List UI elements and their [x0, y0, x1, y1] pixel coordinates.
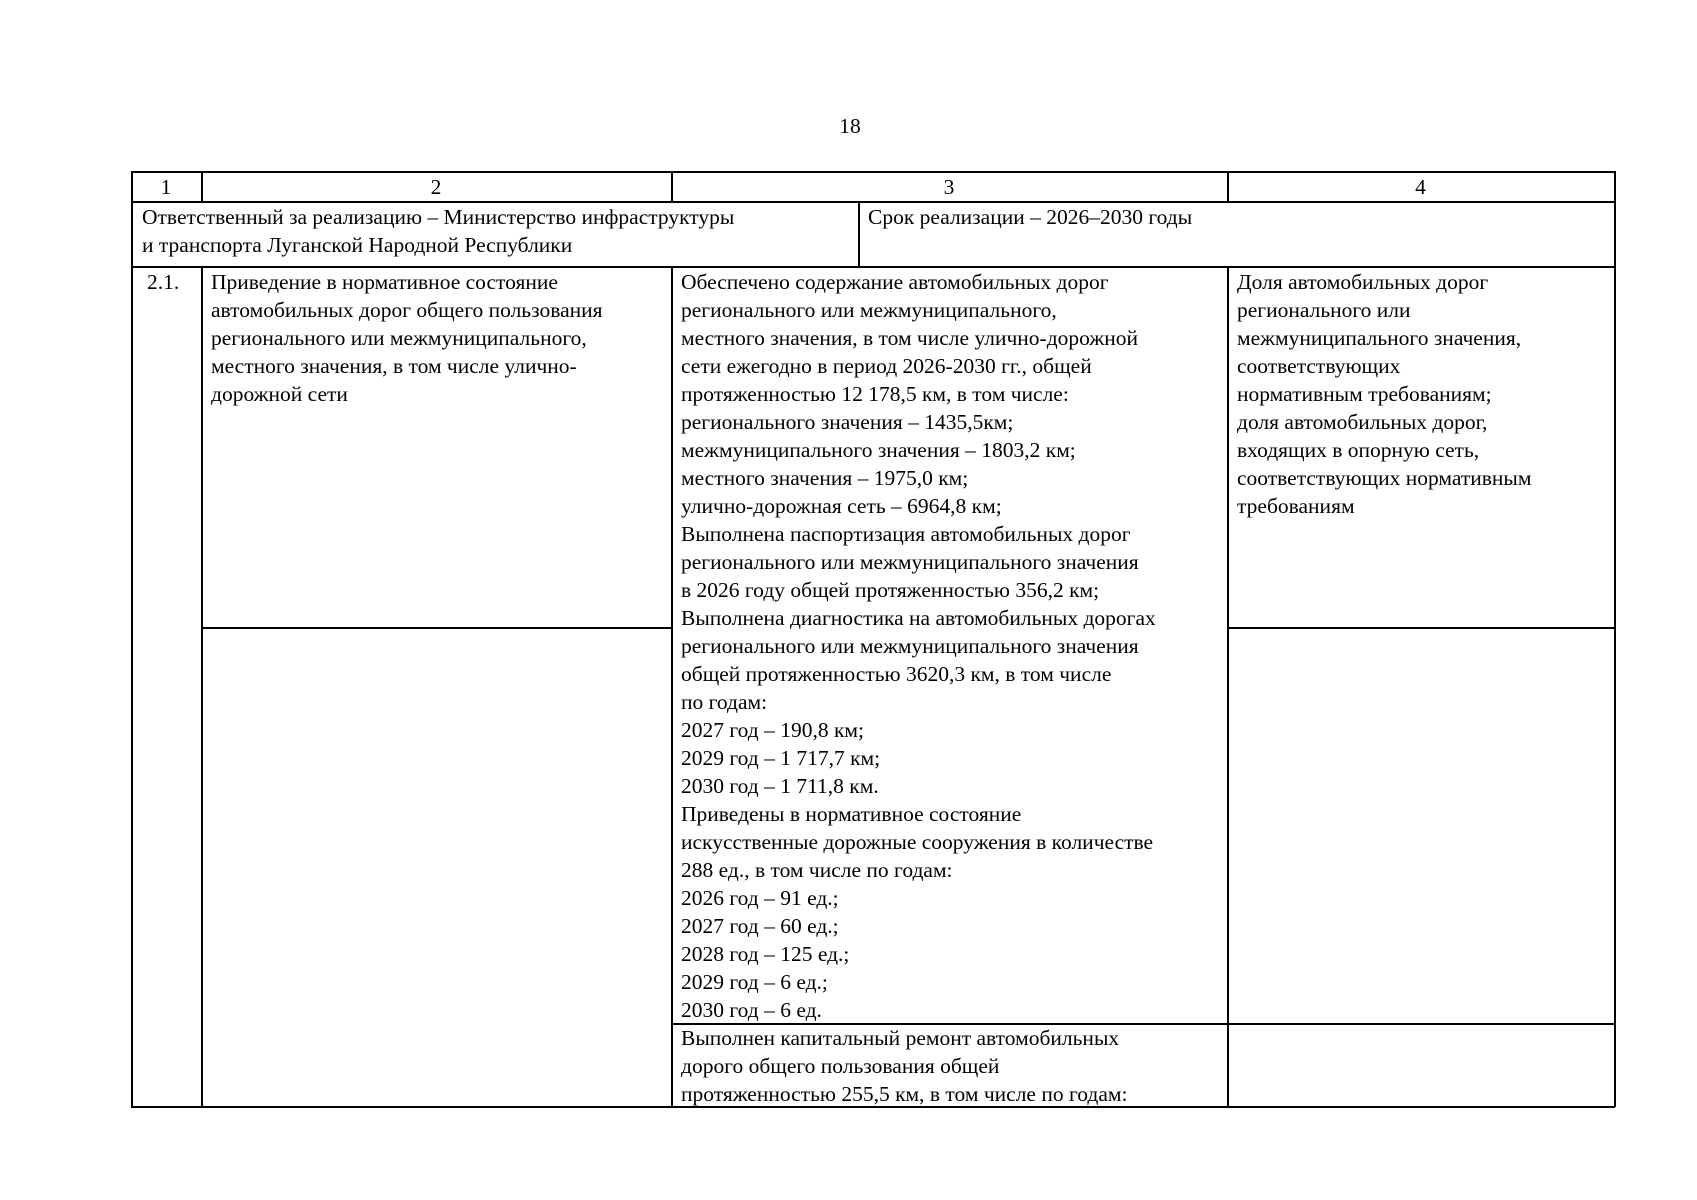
result-line: в 2026 году общей протяженностью 356,2 км; [681, 578, 1100, 602]
result-line: 2028 год – 125 ед.; [681, 942, 850, 966]
col-divider-2 [671, 266, 673, 1107]
table-border-right [1614, 171, 1616, 1107]
implementation-term: Срок реализации – 2026–2030 годы [868, 205, 1193, 229]
result-line: 2029 год – 6 ед.; [681, 970, 828, 994]
result-line: Обеспечено содержание автомобильных дорог [681, 270, 1109, 294]
result-line: 2030 год – 6 ед. [681, 998, 822, 1022]
indicator-line: Доля автомобильных дорог [1237, 270, 1489, 294]
header-col-3: 3 [943, 175, 955, 199]
result-line: 2026 год – 91 ед.; [681, 886, 839, 910]
responsible-line: Ответственный за реализацию – Министерство инфраструктуры [142, 205, 735, 229]
result-line: 288 ед., в том числе по годам: [681, 858, 953, 882]
task-line: Приведение в нормативное состояние [211, 270, 558, 294]
row-number: 2.1. [147, 270, 180, 294]
result2-line: протяженностью 255,5 км, в том числе по годам: [681, 1082, 1128, 1106]
result-line: 2027 год – 60 ед.; [681, 914, 839, 938]
indicator-line: нормативным требованиям; [1237, 382, 1492, 406]
result-line: общей протяженностью 3620,3 км, в том числе [681, 662, 1112, 686]
indicator-cell-divider [1227, 627, 1615, 629]
task-line: местного значения, в том числе улично- [211, 354, 577, 378]
page-number: 18 [839, 114, 861, 138]
result-line: сети ежегодно в период 2026-2030 гг., общей [681, 354, 1092, 378]
result2-line: Выполнен капитальный ремонт автомобильных [681, 1026, 1120, 1050]
responsible-line: и транспорта Луганской Народной Республики [142, 233, 573, 257]
indicator-line: регионального или [1237, 298, 1411, 322]
result-line: Приведены в нормативное состояние [681, 802, 1022, 826]
table-border-left [131, 171, 133, 1107]
result-line: 2027 год – 190,8 км; [681, 718, 865, 742]
task-line: автомобильных дорог общего пользования [211, 298, 603, 322]
indicator-line: соответствующих [1237, 354, 1401, 378]
result-line: Выполнена диагностика на автомобильных дорогах [681, 606, 1156, 630]
result-line: регионального или межмуниципального значения [681, 550, 1139, 574]
header-col-1: 1 [160, 175, 172, 199]
task-cell-divider [201, 627, 671, 629]
task-line: регионального или межмуниципального, [211, 326, 587, 350]
result-line: Выполнена паспортизация автомобильных дорог [681, 522, 1131, 546]
result-line: регионального значения – 1435,5км; [681, 410, 1014, 434]
result-line: межмуниципального значения – 1803,2 км; [681, 438, 1076, 462]
indicator-line: входящих в опорную сеть, [1237, 438, 1480, 462]
col-divider-1 [201, 266, 203, 1107]
header-col-2: 2 [430, 175, 442, 199]
result-line: искусственные дорожные сооружения в количестве [681, 830, 1154, 854]
result-line: 2030 год – 1 711,8 км. [681, 774, 879, 798]
result2-line: дорого общего пользования общей [681, 1054, 1000, 1078]
indicator-line: доля автомобильных дорог, [1237, 410, 1488, 434]
result-line: регионального или межмуниципального, [681, 298, 1057, 322]
result-line: протяженностью 12 178,5 км, в том числе: [681, 382, 1069, 406]
indicator-line: межмуниципального значения, [1237, 326, 1522, 350]
result-line: по годам: [681, 690, 768, 714]
result-line: местного значения, в том числе улично-дорожной [681, 326, 1138, 350]
indicator-line: соответствующих нормативным [1237, 466, 1532, 490]
indicator-line: требованиям [1237, 494, 1355, 518]
result-line: улично-дорожная сеть – 6964,8 км; [681, 494, 1002, 518]
header-col-4: 4 [1415, 175, 1426, 199]
result-line: 2029 год – 1 717,7 км; [681, 746, 881, 770]
task-line: дорожной сети [211, 382, 348, 406]
result-line: регионального или межмуниципального значения [681, 634, 1139, 658]
responsible-term-divider [858, 201, 860, 267]
col-divider-3 [1227, 266, 1229, 1107]
result-line: местного значения – 1975,0 км; [681, 466, 969, 490]
